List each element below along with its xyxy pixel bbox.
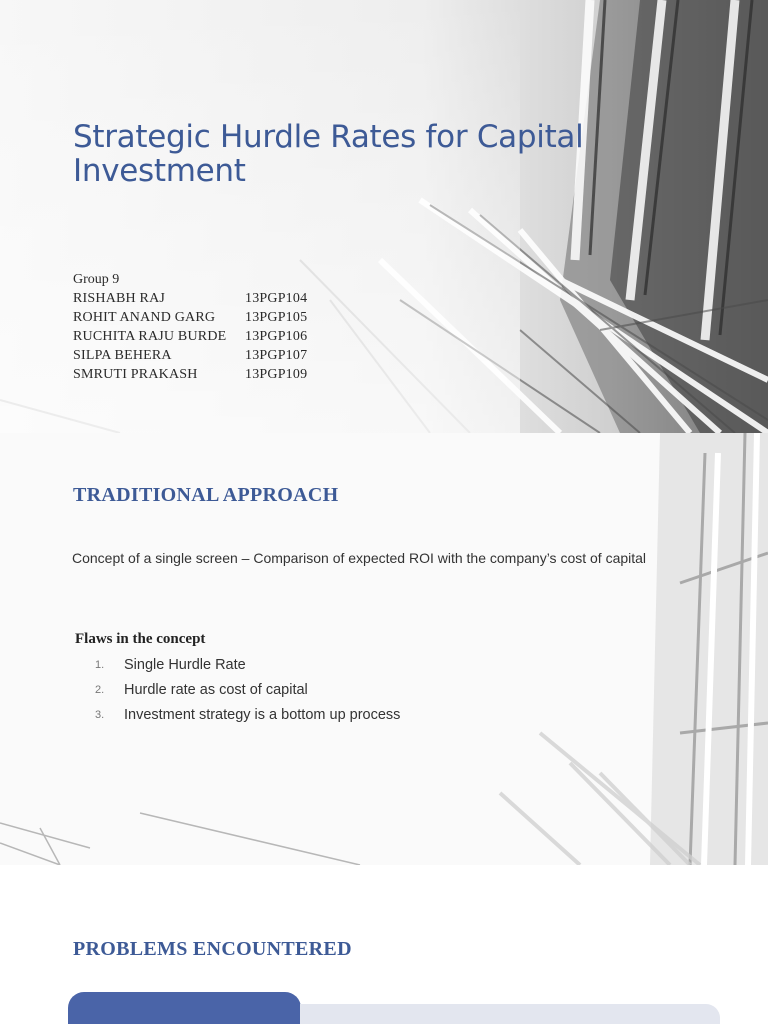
member-row xyxy=(73,346,333,365)
concept-description: Concept of a single screen – Comparison of expected ROI with the company’s cost of capital xyxy=(72,550,647,566)
list-text: Hurdle rate as cost of capital xyxy=(124,682,308,698)
member-name: RUCHITA RAJU BURDE xyxy=(73,329,227,344)
member-row xyxy=(73,365,333,384)
list-number: 3. xyxy=(95,709,105,721)
member-id: 13PGP105 xyxy=(245,310,308,325)
flaws-title: Flaws in the concept xyxy=(75,631,206,647)
traditional-approach-slide xyxy=(0,433,768,865)
member-id: 13PGP107 xyxy=(245,348,308,363)
section-heading: TRADITIONAL APPROACH xyxy=(73,484,339,506)
section-heading: PROBLEMS ENCOUNTERED xyxy=(73,938,352,960)
list-text: Investment strategy is a bottom up process xyxy=(124,707,401,723)
presentation-title: Strategic Hurdle Rates for Capital Investment xyxy=(73,119,584,189)
member-row xyxy=(73,308,333,327)
group-members xyxy=(73,270,333,384)
member-name: RISHABH RAJ xyxy=(73,291,166,306)
list-text: Single Hurdle Rate xyxy=(124,657,246,673)
tab-shape-dark xyxy=(68,992,301,1024)
problems-slide xyxy=(0,865,768,1024)
list-number: 1. xyxy=(95,659,105,671)
member-id: 13PGP109 xyxy=(245,367,308,382)
title-slide xyxy=(0,0,768,433)
member-row xyxy=(73,289,333,308)
member-id: 13PGP106 xyxy=(245,329,308,344)
member-name: SILPA BEHERA xyxy=(73,348,172,363)
member-name: SMRUTI PRAKASH xyxy=(73,367,198,382)
tab-shape-light xyxy=(300,1004,720,1024)
list-number: 2. xyxy=(95,684,105,696)
group-number: Group 9 xyxy=(73,272,120,287)
member-row xyxy=(73,327,333,346)
member-name: ROHIT ANAND GARG xyxy=(73,310,216,325)
member-id: 13PGP104 xyxy=(245,291,308,306)
